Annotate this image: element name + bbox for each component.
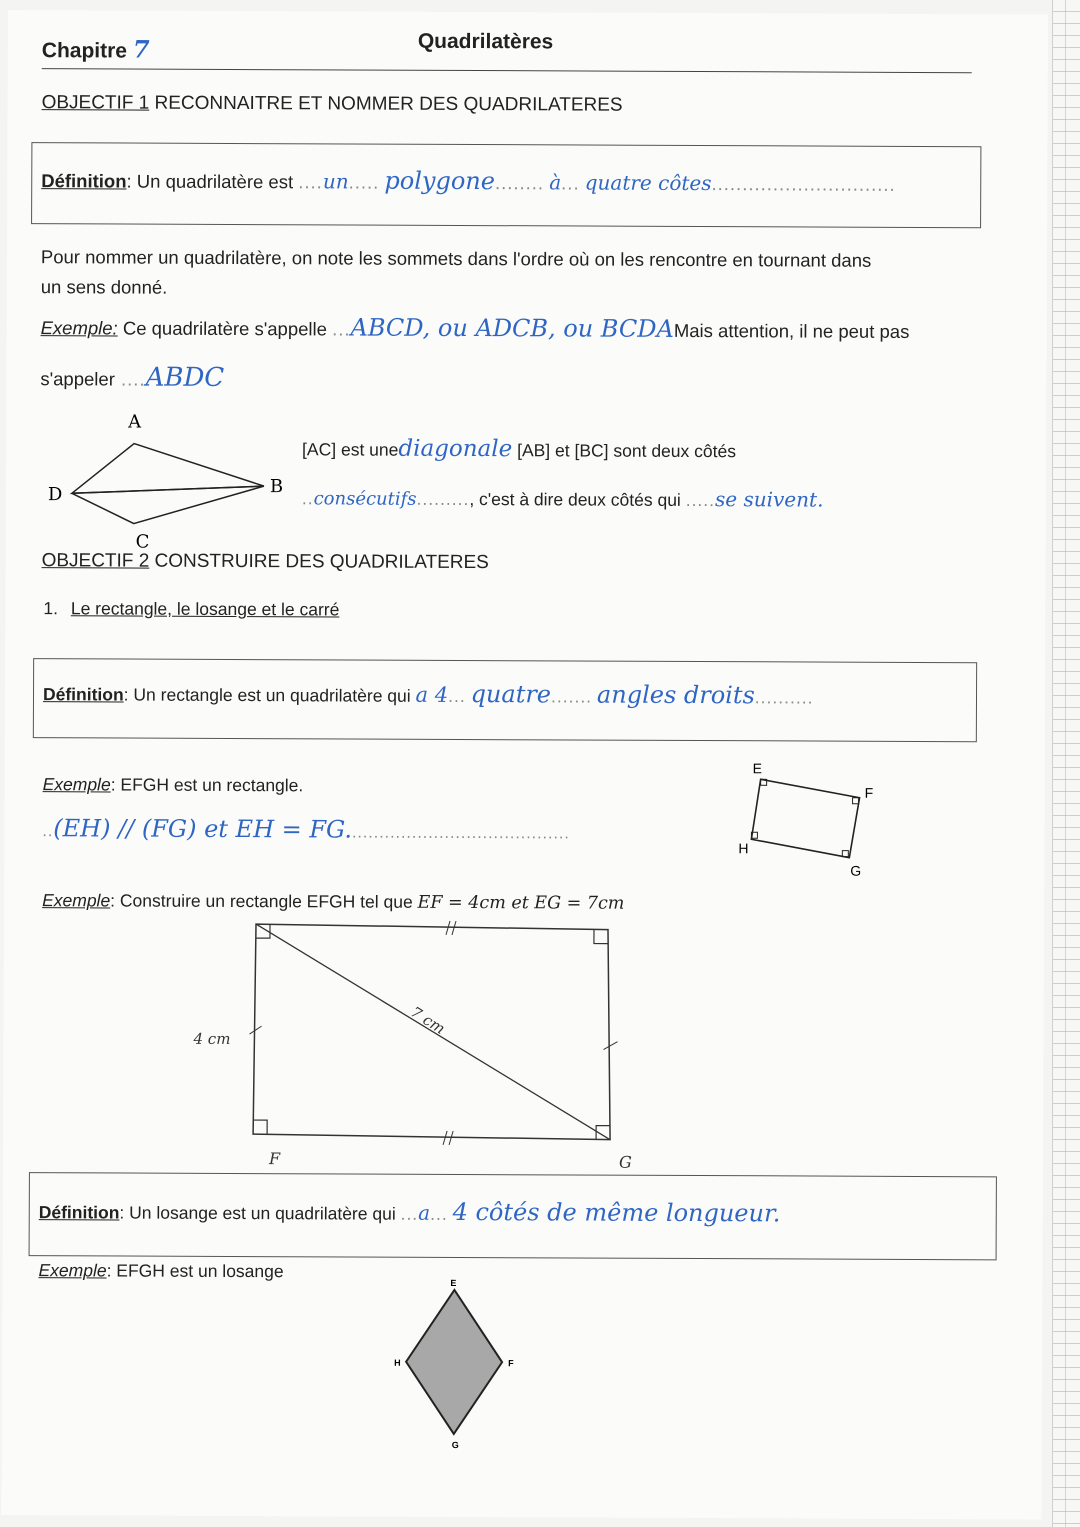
exemple-label: Exemple xyxy=(42,774,111,795)
definition-text: : Un rectangle est un quadrilatère qui xyxy=(123,684,411,706)
definition-losange: Définition: Un losange est un quadrilatère qui ...a... 4 côtés de même longueur. xyxy=(38,1197,781,1228)
objectif-1-label: OBJECTIF 1 xyxy=(41,92,150,114)
handwritten-answer: (EH) // (FG) et EH = FG. xyxy=(53,814,353,844)
exemple-losange xyxy=(38,1260,283,1282)
chapter-number: 7 xyxy=(132,34,150,64)
handwritten-answer: quatre xyxy=(470,680,552,709)
vertex-a-label: A xyxy=(128,411,142,433)
right-angle-mark xyxy=(253,1120,267,1134)
exemple-rectangle xyxy=(43,774,304,796)
equal-length-mark xyxy=(446,921,450,935)
handwritten-answer: consécutifs xyxy=(313,488,417,510)
equal-length-mark xyxy=(449,1131,453,1145)
kite-lower-edges xyxy=(72,485,264,524)
kite-figure xyxy=(36,405,297,556)
definition-text: : Un quadrilatère est xyxy=(126,170,294,193)
diagonale-sentence-2: ..consécutifs........., c'est à dire deux côtés qui .....se suivent. xyxy=(301,487,824,512)
right-angle-mark xyxy=(594,930,608,944)
chapter-heading xyxy=(42,34,150,63)
vertex-h-label: H xyxy=(738,840,749,857)
vertex-g-label: G xyxy=(618,1152,632,1172)
vertex-e-label: E xyxy=(450,1277,457,1288)
exemple-text: : EFGH est un rectangle. xyxy=(110,774,304,796)
diagonale-sentence xyxy=(302,435,736,463)
exemple-naming: Exemple: Ce quadrilatère s'appelle ...ABCD, ou ADCB, ou BCDAMais attention, il ne peut pas xyxy=(40,313,910,343)
objectif-2-heading xyxy=(42,550,489,574)
equal-length-mark xyxy=(603,1042,617,1050)
length-7cm-label: 7 cm xyxy=(407,1002,449,1038)
handwritten-answer: ABDC xyxy=(145,362,225,393)
handwritten-answer: a 4 xyxy=(415,682,449,707)
vertex-d-label: D xyxy=(47,484,63,506)
handwritten-answer: quatre côtes xyxy=(584,170,712,196)
handwritten-answer: diagonale xyxy=(398,435,513,463)
exemple-text-2: Mais attention, il ne peut pas xyxy=(673,319,910,342)
vertex-f-label: F xyxy=(508,1358,514,1369)
right-angle-mark xyxy=(853,798,859,804)
exemple-text-3: s'appeler xyxy=(40,368,115,390)
construire-text: : Construire un rectangle EFGH tel que xyxy=(110,890,418,912)
vertex-h-label: H xyxy=(394,1357,401,1368)
handwritten-answer: à xyxy=(549,170,562,195)
small-rectangle-figure xyxy=(734,759,885,885)
diagonale-text-1: [AC] est une xyxy=(302,439,399,460)
equal-length-mark xyxy=(443,1131,447,1145)
rhombus-figure xyxy=(382,1274,543,1455)
construire-formula: EF = 4cm et EG = 7cm xyxy=(417,892,625,914)
exemple-label: Exemple xyxy=(38,1260,107,1281)
vertex-e-label: E xyxy=(752,760,763,777)
handwritten-answer: se suivent. xyxy=(714,487,824,512)
section-title: Le rectangle, le losange et le carré xyxy=(70,598,340,620)
diagonale-text-2: [AB] et [BC] sont deux côtés xyxy=(512,440,737,462)
definition-label: Définition xyxy=(42,684,124,705)
section-1-heading xyxy=(43,598,339,620)
definition-label: Définition xyxy=(38,1202,120,1223)
handwritten-answer: angles droits xyxy=(596,680,755,710)
diagonale-text-3: , c'est à dire deux côtés qui xyxy=(469,489,681,510)
objectif-2-label: OBJECTIF 2 xyxy=(41,550,150,572)
handwritten-answer: a xyxy=(418,1200,431,1225)
naming-line-1: Pour nommer un quadrilatère, on note les sommets dans l'ordre où on les rencontre en tournant dans xyxy=(40,246,872,271)
handwritten-answer: 4 côtés de même longueur. xyxy=(452,1197,781,1228)
vertex-g-label: G xyxy=(451,1439,459,1450)
vertex-f-label: F xyxy=(268,1149,281,1169)
page-title: Quadrilatères xyxy=(417,29,554,54)
small-rectangle-shape xyxy=(751,779,859,857)
objectif-1-title: RECONNAITRE ET NOMMER DES QUADRILATERES xyxy=(149,92,623,116)
equal-length-mark xyxy=(250,1026,262,1034)
exemple-label: Exemple xyxy=(42,890,111,911)
definition-label: Définition xyxy=(41,170,127,192)
handwritten-answer: un xyxy=(322,169,349,194)
objectif-1-heading xyxy=(42,92,623,117)
naming-line-2: un sens donné. xyxy=(40,276,168,298)
section-number: 1. xyxy=(43,598,59,619)
exemple-label: Exemple: xyxy=(40,317,118,339)
exemple-naming-2: s'appeler ....ABDC xyxy=(40,362,225,393)
constructed-rectangle-figure xyxy=(173,916,654,1178)
definition-quadrilatere: Définition: Un quadrilatère est ....un..... polygone........ à... quatre côtes.............................. xyxy=(41,166,896,196)
vertex-f-label: F xyxy=(864,784,874,801)
definition-rectangle: Définition: Un rectangle est un quadrilatère qui a 4... quatre....... angles droits.......... xyxy=(42,680,814,710)
handwritten-answer: ABCD, ou ADCB, ou BCDA xyxy=(350,313,674,343)
definition-text: : Un losange est un quadrilatère qui xyxy=(119,1202,396,1224)
length-4cm-label: 4 cm xyxy=(193,1029,231,1048)
header-rule xyxy=(42,68,972,73)
naming-paragraph xyxy=(41,242,991,306)
exemple-rectangle-answer: ..(EH) // (FG) et EH = FG......................................... xyxy=(42,814,570,844)
worksheet-page xyxy=(1,10,1048,1520)
ruled-sheet-edge xyxy=(1052,0,1080,1527)
vertex-c-label: C xyxy=(135,531,150,553)
exemple-text: : EFGH est un losange xyxy=(106,1260,284,1282)
handwritten-answer: polygone xyxy=(384,166,496,196)
exemple-text: Ce quadrilatère s'appelle xyxy=(117,317,328,340)
rhombus-shape xyxy=(406,1290,503,1434)
objectif-2-title: CONSTRUIRE DES QUADRILATERES xyxy=(149,550,489,574)
construire-exemple xyxy=(42,890,624,914)
chapter-label: Chapitre xyxy=(41,39,128,63)
vertex-b-label: B xyxy=(269,476,284,498)
vertex-g-label: G xyxy=(850,862,862,879)
